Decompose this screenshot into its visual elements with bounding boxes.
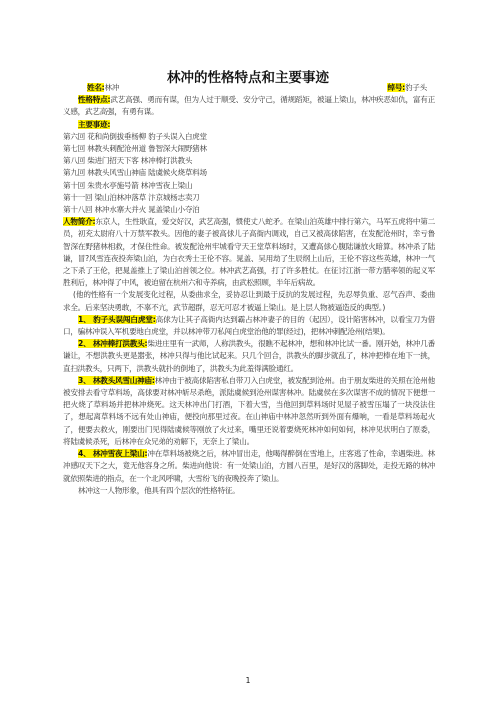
chapter-item: 第七回 林教头刺配沧州道 鲁智深大闹野猪林 xyxy=(63,144,207,154)
document-body xyxy=(63,82,435,497)
chapter-item: 第八回 柴进门招天下客 林冲棒打洪教头 xyxy=(63,156,193,166)
section-2 xyxy=(63,338,435,375)
section-3-text: 林冲由于被高俅陷害私自带刀入白虎堂，被发配到沧州。由于朋友柴进的关照在沧州他被安排去看守草料场，高俅要对林冲斩尽杀绝，派陆虞候到沧州谋害林冲。陆虞侯在多次谋害不成的情况下便想一把火烧了草料场并把林冲烧死。这天林冲出门打酒，下着大雪，当他回到草料场时见屋子被雪压塌了一块没法住了，想起离草料场不远有处山神庙，便投向那里过夜。在山神庙中林冲忽然听到外面有爆响，一看是草料场起火了，便要去救火，刚要出门见得陆虞候等刚放了火过来，嘴里还说着要烧死林冲如何如何，林冲见状明白了原委，将陆虞候杀死，后林冲在众兄弟的劝解下，无奈上了梁山。 xyxy=(63,375,435,446)
intro-paragraph xyxy=(63,216,435,289)
traits-paragraph xyxy=(63,94,435,118)
traits-text: 武艺高强、勇而有谋，但为人过于顺受、安分守己，循规蹈矩，被逼上梁山，林冲疾恶如仇，富有正义感，武艺高强，有勇有谋。 xyxy=(63,95,435,117)
section-2-label: 2、 林冲棒打洪教头: xyxy=(78,339,148,349)
page-number: 1 xyxy=(245,676,251,685)
nickname-label: 绰号: xyxy=(387,83,405,92)
chapter-item: 第六回 花和尚倒拔垂杨柳 豹子头误入白虎堂 xyxy=(63,131,207,141)
closing-paragraph: 林冲这一人物形象，他具有四个层次的性格特征。 xyxy=(78,485,240,495)
summary-paragraph: (他的性格有一个发展变化过程，从委曲求全，妥协忍让到最于反抗的发展过程，先忍辱负重、忍气吞声、委曲求全。后来坚决勇敢，不辜不亢，武节超群，忍无可忍才被逼上梁山。是上层人物被逼造反的典型。) xyxy=(63,290,435,312)
name-label: 姓名: xyxy=(87,83,105,92)
section-1-label: 1、 豹子头误闯白虎堂: xyxy=(78,314,156,324)
page-title: 林冲的性格特点和主要事迹 xyxy=(167,70,329,86)
section-2-text: 柴进庄里有一武师，人称洪教头，很瞧不起林冲，想和林冲比试一番。刚开始，林冲几番谦让，不想洪教头更是嚣张，林冲只得与他比试起来。只几个回合，洪教头的脚步就乱了，林冲把棒在地下一挑，直扫洪教头，只两下，洪教头就扑的倒地了，洪教头为此羞得满脸通红。 xyxy=(63,339,435,373)
nickname-field xyxy=(387,82,427,94)
events-heading xyxy=(63,119,435,131)
traits-label: 性格特点: xyxy=(78,95,111,105)
intro-label: 人物简介: xyxy=(63,217,96,227)
chapter-list xyxy=(63,131,435,216)
events-label: 主要事迹: xyxy=(78,119,111,129)
name-row xyxy=(63,82,435,94)
chapter-item: 第十一回 梁山泊林冲落草 汴京城杨志卖刀 xyxy=(63,192,200,202)
section-4-text: 冲在草料场被烧之后，林冲冒出走，他喝得醉倒在雪地上，庄客逃了性命，幸遇柴进。林冲感叹天下之大，竟无他容身之所。柴进向他说：有一处梁山泊，方圆八百里，是好汉的落脚处，走投无路的林冲就依照柴进的指点，在一个北风呼啸，大雪纷飞的夜晚投奔了梁山。 xyxy=(63,449,435,483)
chapter-item: 第九回 林教头风雪山神庙 陆虞候火烧草料场 xyxy=(63,168,207,178)
chapter-item: 第十八回 林冲水寨大并火 晁盖梁山小夺泊 xyxy=(63,205,200,215)
name-field xyxy=(87,82,119,94)
name-value: 林冲 xyxy=(104,83,120,92)
section-3-label: 3、 林教头风雪山神庙: xyxy=(78,375,155,385)
section-1-text: 高俅为让其子高衙内达到霸占林冲妻子的目的（起因），设计陷害林冲，以看宝刀为借口，骗林冲误入军机要地白虎堂，并以林冲带刀私闯白虎堂治他的罪(经过)，把林冲刺配沧州(结果)。 xyxy=(63,314,435,337)
chapter-item: 第十回 朱贵水亭施号箭 林冲雪夜上梁山 xyxy=(63,180,193,190)
intro-text: 东京人，生性耿直，爱交好汉，武艺高强，惯使丈八蛇矛。在梁山泊英雄中排行第六，马军五虎将中第二员，初充太尉府八十万禁军教头。因他的妻子被高俅儿子高衙内调戏，自己又被高俅陷害，在发配沧州时，幸亏鲁智深在野猪林相救，才保住性命。被发配沧州牢城看守天王堂草料场时，又遭高俅心腹陆谦放火暗算。林冲杀了陆谦，冒?风雪连夜投奔梁山泊，为白衣秀士王伦不容。晁盖、吴用劫了生辰纲上山后，王伦不容这些英雄，林冲一气之下杀了王伦，把晁盖推上了梁山泊首领之位。林冲武艺高强，打了许多胜仗。在征讨江浙一带方腊率领的起义军胜利后，林冲得了中风，被迫留在杭州六和寺养病，由武松照顾，半年后病故。 xyxy=(63,217,435,288)
section-4-label: 4、 林冲雪夜上梁山: xyxy=(78,449,148,459)
nickname-value: 豹子头 xyxy=(404,83,427,92)
section-1 xyxy=(63,314,435,338)
section-3 xyxy=(63,375,435,448)
section-4 xyxy=(63,448,435,485)
